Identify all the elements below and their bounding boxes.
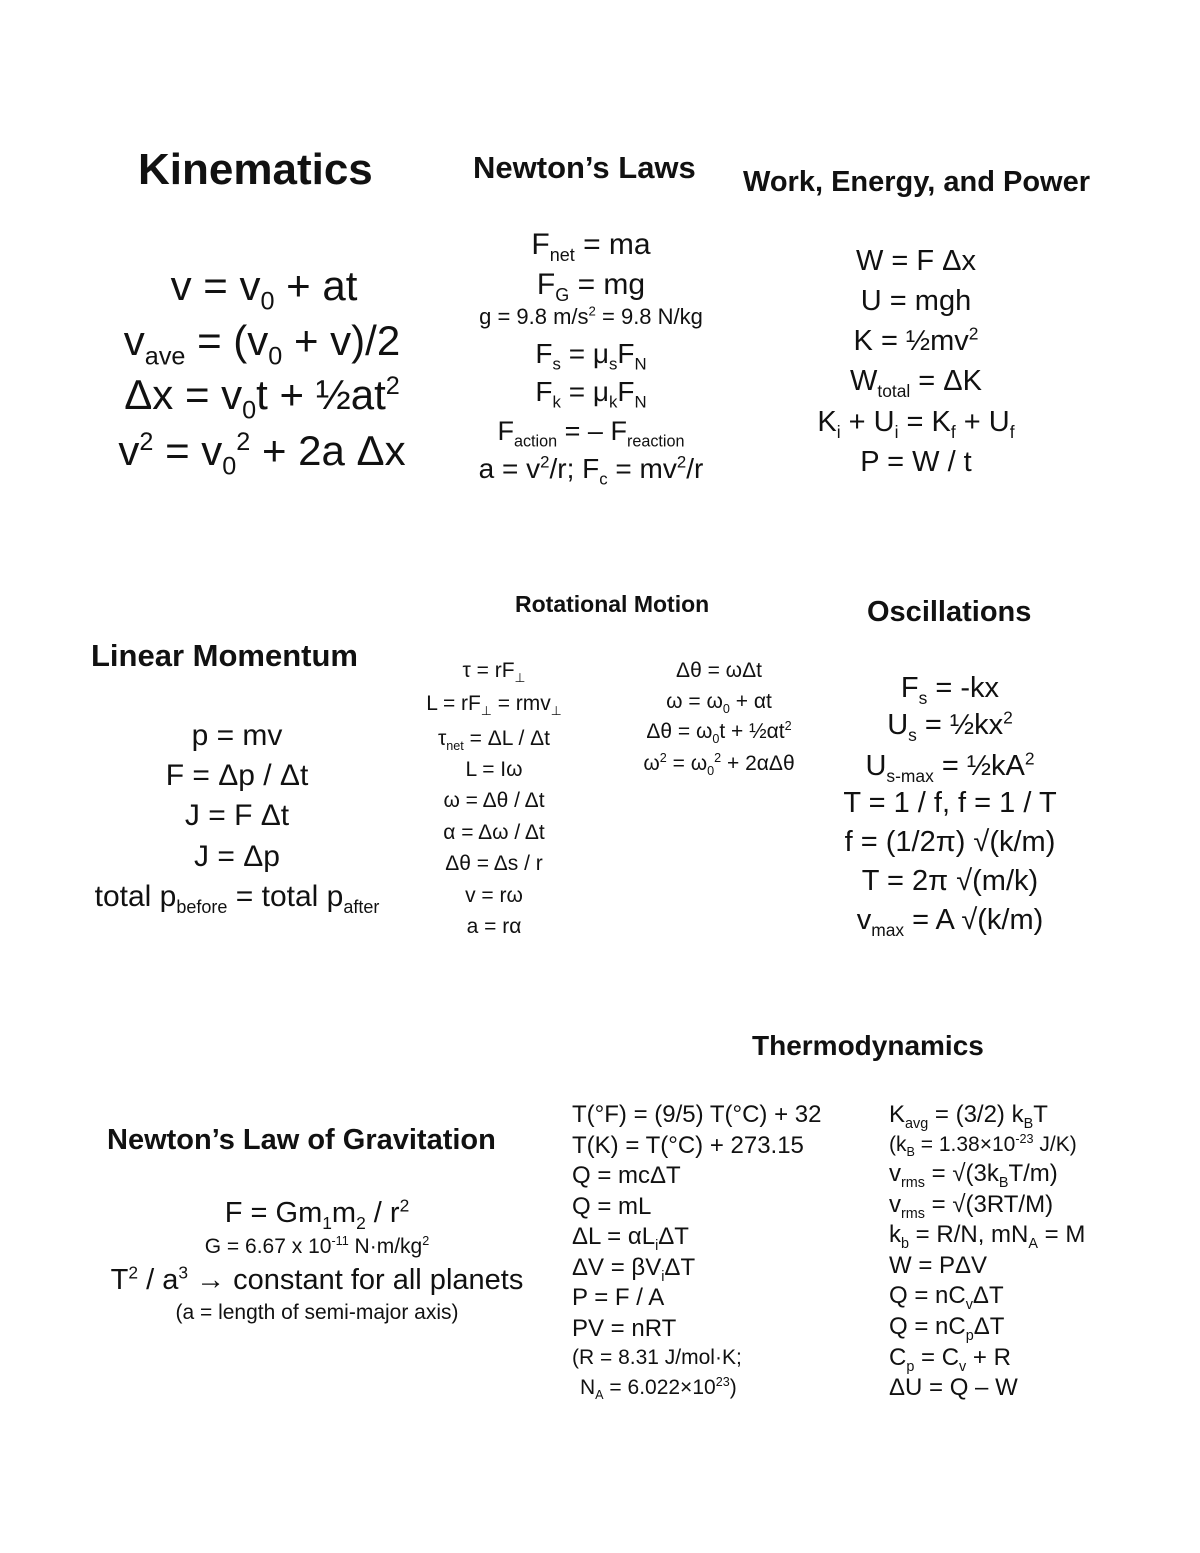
equation: W = PΔV bbox=[889, 1252, 988, 1279]
rotational-motion-title: Rotational Motion bbox=[515, 591, 710, 617]
equation: $v = v_0$ + at bbox=[170, 262, 358, 316]
equation: $k_b = R/N$, $mN_A = M$ bbox=[889, 1221, 1086, 1252]
equation: $a = v^2/r$; $F_c = mv^2/r$ bbox=[478, 452, 704, 489]
equation: $v^2 = v_0^2 + 2a$ Δx bbox=[118, 427, 406, 481]
equation: $\Delta\theta = \omega_0t$ + $\frac{1}{2}\alpha t^2$ bbox=[646, 719, 792, 747]
equation: ($k_B = 1.38\times 10^{-23}$ J/K) bbox=[889, 1132, 1077, 1160]
equation: PV = nRT bbox=[572, 1315, 677, 1342]
equation: T(°F) = (9/5) T(°C) + 32 bbox=[572, 1101, 822, 1128]
equation: Δθ = Δs / r bbox=[445, 852, 543, 875]
thermodynamics-title: Thermodynamics bbox=[752, 1030, 984, 1061]
equation: v = rω bbox=[465, 884, 523, 907]
equation-note: (a = length of semi-major axis) bbox=[175, 1301, 459, 1324]
equation: $K_{avg} = (3/2)$ $k_BT$ bbox=[889, 1101, 1048, 1132]
equation: $T^2 / a^3$ → constant for all planets bbox=[110, 1262, 524, 1296]
equation: $F_s = -kx$ bbox=[900, 672, 1000, 708]
equation: (R = 8.31 J/mol·K; bbox=[572, 1346, 742, 1369]
equation: $U_s$ = $\frac{1}{2}kx^2$ bbox=[887, 707, 1013, 745]
equation: $L = rF_\perp = rmv_\perp$ bbox=[426, 692, 562, 719]
equation: P = W / t bbox=[860, 446, 972, 478]
linear-momentum-title: Linear Momentum bbox=[91, 638, 358, 673]
equation: $C_p = C_v + R$ bbox=[889, 1344, 1011, 1375]
equation: T(K) = T(°C) + 273.15 bbox=[572, 1132, 804, 1159]
equation: a = rα bbox=[466, 915, 522, 938]
equation: $\tau_{net} = \Delta L / \Delta t$ bbox=[437, 727, 551, 754]
equation: $v_{rms} = √(3RT/M)$ bbox=[889, 1191, 1054, 1222]
equation: α = Δω / Δt bbox=[443, 821, 545, 844]
equation: T = 2π √(m/k) bbox=[861, 865, 1039, 897]
equation: T = 1 / f, f = 1 / T bbox=[843, 787, 1057, 819]
equation: $\omega = \omega_0 + \alpha t$ bbox=[666, 690, 772, 717]
equation: Δθ = ωΔt bbox=[676, 659, 762, 682]
equation: $U_{s-max}$ = $\frac{1}{2}kA^2$ bbox=[865, 748, 1035, 786]
equation: $F_s = \mu_sF_N$ bbox=[535, 338, 647, 374]
equation: $F_{action}$ = – $F_{reaction}$ bbox=[497, 416, 685, 451]
equation: $K = \frac{1}{2}mv^2$ bbox=[853, 323, 979, 357]
equation: $\omega^2 = \omega_0^2 + 2\alpha\Delta\theta$ bbox=[643, 751, 795, 779]
equation: $v_{ave} = (v_0 + v)/2$ bbox=[123, 317, 401, 371]
equation: $Q = nC_v\Delta T$ bbox=[889, 1282, 1004, 1313]
kinematics-title: Kinematics bbox=[138, 145, 373, 194]
equation: $K_i + U_i = K_f + U_f$ bbox=[817, 406, 1015, 442]
equation: $v_{rms} = √(3k_BT/m)$ bbox=[889, 1160, 1058, 1191]
equation: J = F Δt bbox=[184, 799, 290, 832]
equation: p = mv bbox=[191, 719, 283, 752]
equation: Q = mL bbox=[572, 1193, 652, 1220]
equation: $v_{max} = A$ √(k/m) bbox=[856, 904, 1044, 940]
equation: $N_A = 6.022\times 10^{23}$) bbox=[580, 1375, 737, 1403]
equation: L = Iω bbox=[465, 758, 523, 781]
equation: P = F / A bbox=[572, 1284, 665, 1311]
equation: $\Delta V = \beta V_i\Delta T$ bbox=[572, 1254, 696, 1285]
gravitation-title: Newton’s Law of Gravitation bbox=[107, 1124, 496, 1156]
equation: $F_G$ = mg bbox=[536, 268, 646, 305]
equation: ΔU = Q – W bbox=[889, 1374, 1018, 1401]
work-energy-power-title: Work, Energy, and Power bbox=[743, 166, 1091, 198]
equation: total $p_{before}$ = total $p_{after}$ bbox=[94, 880, 380, 917]
equation: $F_k = \mu_kF_N$ bbox=[535, 376, 647, 412]
equation: ω = Δθ / Δt bbox=[443, 789, 545, 812]
equation: $F = Gm_1m_2 / r^2$ bbox=[224, 1195, 410, 1233]
equation: $\Delta L = \alpha L_i\Delta T$ bbox=[572, 1223, 689, 1254]
equation: J = Δp bbox=[194, 840, 280, 873]
equation: G = 6.67 x $10^{-11}$ $N\cdot m/kg^2$ bbox=[204, 1234, 430, 1258]
equation: $F_{net}$ = ma bbox=[531, 228, 651, 265]
equation: U = mgh bbox=[860, 285, 972, 317]
equation: Q = mcΔT bbox=[572, 1162, 681, 1189]
equation: $\tau = rF_\perp$ bbox=[462, 659, 526, 686]
equation: W = F Δx bbox=[855, 245, 977, 277]
newtons-laws-title: Newton’s Laws bbox=[473, 150, 696, 185]
equation: $Q = nC_p\Delta T$ bbox=[889, 1313, 1005, 1344]
equation: $W_{total} = \Delta K$ bbox=[849, 365, 983, 401]
equation: f = (1/2π) √(k/m) bbox=[844, 826, 1056, 858]
oscillations-title: Oscillations bbox=[867, 596, 1032, 628]
equation: g = 9.8 $m/s^2 = 9.8$ N/kg bbox=[479, 303, 703, 329]
equation: F = Δp / Δt bbox=[165, 759, 309, 792]
equation: $\Delta x = v_0t$ + $\frac{1}{2}at^2$ bbox=[124, 371, 400, 425]
